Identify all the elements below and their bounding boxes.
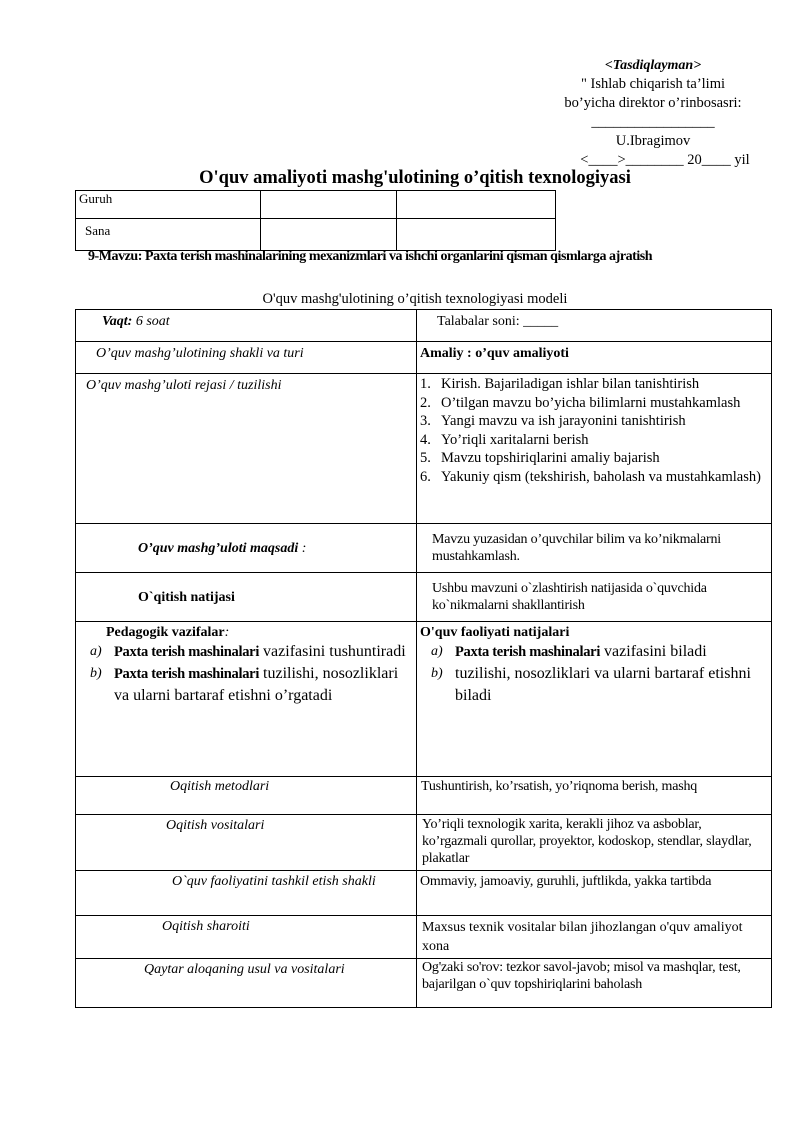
ped-label: Pedagogik vazifalar (106, 625, 225, 640)
plan-item (417, 449, 771, 468)
learning-result-item (417, 641, 771, 663)
plan-item-number: 1. (420, 376, 431, 392)
plan-item-number: 2. (420, 394, 431, 411)
topic-heading: 9-Mavzu: Paxta terish mashinalarining mexanizmlari va ishchi organlarini qisman qismlarga ajratish (88, 249, 653, 264)
table-row (76, 959, 772, 1008)
plan-cell (417, 374, 772, 524)
group-cell[interactable] (397, 191, 556, 219)
plan-list (417, 375, 771, 486)
time-label: Vaqt: (102, 314, 133, 329)
methods-label: Oqitish metodlari (76, 777, 417, 815)
plan-item-text: Yangi mavzu va ish jarayonini tanishtirish (441, 413, 686, 429)
table-row (76, 871, 772, 916)
plan-item (417, 394, 771, 413)
learning-result-item (417, 663, 771, 707)
plan-item (417, 412, 771, 431)
plan-item-number: 4. (420, 431, 431, 448)
learning-results-list (417, 641, 771, 707)
plan-item-number: 6. (420, 468, 431, 485)
pedagogical-task-item-bold: Paxta terish mashinalari (114, 666, 260, 682)
plan-item-text: O’tilgan mavzu bo’yicha bilimlarni mustahkamlash (441, 394, 741, 411)
pedagogical-task-item-text: tuzilishi, nosozliklari va ularni bartaraf etishni o’rgatadi (114, 665, 399, 704)
plan-item-number: 5. (420, 450, 431, 466)
pedagogical-task-item (76, 663, 416, 707)
tools-label: Oqitish vositalari (76, 815, 417, 871)
model-table (75, 309, 772, 1008)
approval-date-line: <____>________ 20____ yil (580, 152, 750, 168)
students-cell (417, 310, 772, 342)
table-row (76, 374, 772, 524)
plan-item-text: Yo’riqli xaritalarni berish (441, 431, 589, 448)
table-row (76, 310, 772, 342)
group-label: Guruh (76, 191, 261, 219)
approver-name: U.Ibragimov (615, 133, 691, 149)
learning-result-item-letter: b) (431, 666, 443, 681)
plan-label: O’quv mashg’uloti rejasi / tuzilishi (76, 374, 417, 524)
organization-value: Ommaviy, jamoaviy, guruhli, juftlikda, yakka tartibda (417, 871, 772, 916)
result-value: Ushbu mavzuni o`zlashtirish natijasida o`quvchida ko`nikmalarni shakllantirish (417, 573, 772, 622)
group-date-table (75, 190, 556, 251)
pedagogical-tasks-cell (76, 622, 417, 777)
pedagogical-tasks-list (76, 641, 416, 707)
plan-item-text: Mavzu topshiriqlarini amaliy bajarish (441, 450, 660, 466)
plan-item-text: Kirish. Bajariladigan ishlar bilan tanishtirish (441, 376, 700, 392)
tools-value: Yo’riqli texnologik xarita, kerakli jihoz va asboblar, ko’rgazmali qurollar, proyektor, kodoskop, stendlar, slaydlar, plakatlar (417, 815, 772, 871)
pedagogical-tasks-heading (76, 624, 416, 641)
goal-label: O’quv mashg’uloti maqsadi (138, 540, 299, 556)
table-row (76, 524, 772, 573)
plan-item-text: Yakuniy qism (tekshirish, baholash va mustahkamlash) (441, 468, 761, 485)
conditions-label: Oqitish sharoiti (76, 916, 417, 959)
act-label: O'quv faoliyati natijalari (420, 625, 570, 640)
table-row (76, 916, 772, 959)
table-row (76, 219, 556, 251)
table-row (76, 777, 772, 815)
conditions-value: Maxsus texnik vositalar bilan jihozlangan o'quv amaliyot xona (417, 916, 772, 959)
table-row (76, 815, 772, 871)
form-value: Amaliy : o’quv amaliyoti (417, 342, 772, 374)
date-cell[interactable] (261, 219, 397, 251)
pedagogical-task-item-bold: Paxta terish mashinalari (114, 644, 260, 660)
organization-label: O`quv faoliyatini tashkil etish shakli (76, 871, 417, 916)
table-row (76, 342, 772, 374)
time-cell (76, 310, 417, 342)
ped-colon: : (224, 625, 230, 640)
methods-value: Tushuntirish, ko’rsatish, yo’riqnoma berish, mashq (417, 777, 772, 815)
group-cell[interactable] (261, 191, 397, 219)
result-label: O`qitish natijasi (76, 573, 417, 622)
model-title: O'quv mashg'ulotining o’qitish texnologiyasi modeli (262, 291, 568, 307)
approval-block (540, 56, 766, 170)
learning-result-item-letter: a) (431, 644, 443, 659)
pedagogical-task-item-letter: a) (90, 644, 102, 659)
table-row (76, 573, 772, 622)
approval-line-1: " Ishlab chiqarish ta’limi (580, 76, 726, 92)
pedagogical-task-item-letter: b) (90, 666, 102, 681)
date-cell[interactable] (397, 219, 556, 251)
approval-line-2: bo’yicha direktor o’rinbosasri: (564, 95, 742, 111)
plan-item-number: 3. (420, 413, 431, 429)
form-label: O’quv mashg’ulotining shakli va turi (76, 342, 417, 374)
plan-item (417, 375, 771, 394)
pedagogical-task-item (76, 641, 416, 663)
students-label: Talabalar soni: _____ (437, 314, 559, 329)
learning-results-cell (417, 622, 772, 777)
learning-result-item-bold: Paxta terish mashinalari (455, 644, 601, 660)
date-label: Sana (76, 219, 261, 251)
signature-line: _________________ (591, 114, 715, 130)
feedback-label: Qaytar aloqaning usul va vositalari (76, 959, 417, 1008)
plan-item (417, 468, 771, 487)
goal-colon: : (298, 540, 307, 556)
goal-value: Mavzu yuzasidan o’quvchilar bilim va ko’nikmalarni mustahkamlash. (417, 524, 772, 573)
learning-result-item-text: tuzilishi, nosozliklari va ularni bartaraf etishni biladi (455, 665, 751, 704)
goal-cell (76, 524, 417, 573)
time-value: 6 soat (132, 314, 170, 329)
document-title: O'quv amaliyoti mashg'ulotining o’qitish texnologiyasi (199, 168, 631, 188)
learning-result-item-text: vazifasini biladi (600, 643, 707, 660)
table-row (76, 191, 556, 219)
approval-title: <Tasdiqlayman> (604, 58, 702, 73)
table-row (76, 622, 772, 777)
feedback-value: Og'zaki so'rov: tezkor savol-javob; misol va mashqlar, test, bajarilgan o`quv topshiriqlarini baholash (417, 959, 772, 1008)
plan-item (417, 431, 771, 450)
pedagogical-task-item-text: vazifasini tushuntiradi (259, 643, 406, 660)
